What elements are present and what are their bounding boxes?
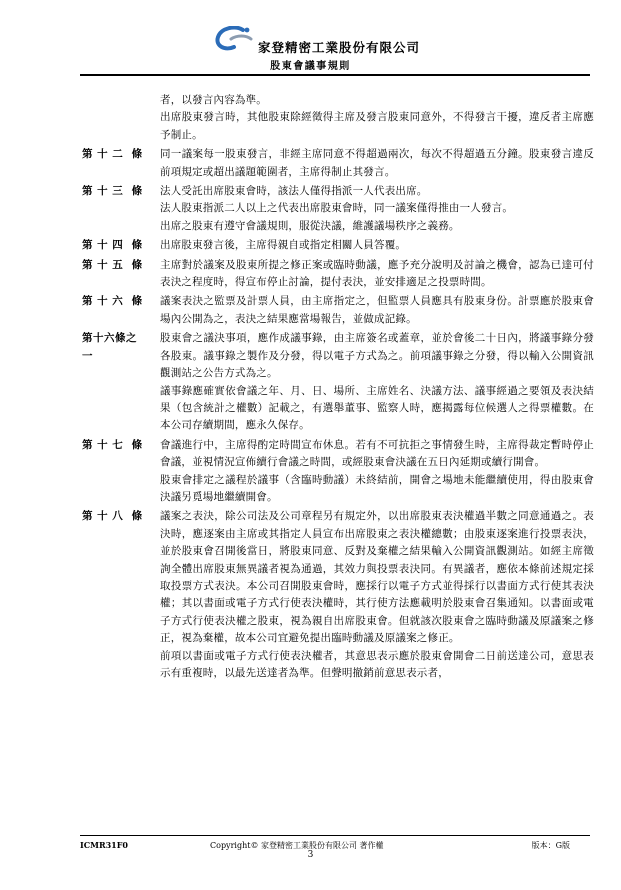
article-label [80, 92, 160, 144]
article-body [160, 237, 594, 254]
document-code: ICMR31F0 [80, 840, 128, 850]
article [80, 330, 594, 434]
article [80, 508, 594, 682]
article-paragraph: 股東會之議決事項，應作成議事錄，由主席簽名或蓋章，並於會後二十日內，將議事錄分發各股東。議事錄之製作及分發，得以電子方式為之。前項議事錄之分發，得以輸入公開資訊觀測站之公告方式為之。 [160, 332, 594, 380]
article-body [160, 257, 594, 292]
article-body [160, 183, 594, 235]
company-name: 家登精密工業股份有限公司 [258, 40, 421, 55]
article-paragraph: 法人股東指派二人以上之代表出席股東會時，同一議案僅得推由一人發言。 [160, 202, 514, 215]
article-paragraph: 股東會排定之議程於議事（含臨時動議）未終結前，開會之場地未能繼續使用，得由股東會決議另覓場地繼續開會。 [160, 473, 594, 503]
article [80, 237, 594, 254]
article-label: 第 十 三 條 [82, 185, 143, 198]
article-paragraph: 議案之表決，除公司法及公司章程另有規定外，以出席股東表決權過半數之同意通過之。表決時，應逐案由主席或其指定人員宣布出席股東之表決權總數；由股東逐案進行投票表決，並於股東會召開後當日，將股東同意、反對及棄權之結果輸入公開資訊觀測站。如經主席徵詢全體出席股東無異議者視為通過，其效力與投票表決同。有異議者，應依本條前述規定採取投票方式表決。本公司召開股東會時，應採行以電子方式並得採行以書面方式行使其表決權；其以書面或電子方式行使表決權時，其行使方法應載明於股東會召集通知。以書面或電子方式行使表決權之股東，視為親自出席股東會。但就該次股東會之臨時動議及原議案之修正，視為棄權，故本公司宜避免提出臨時動議及原議案之修正。 [160, 510, 594, 645]
article-label: 第十六條之 一 [82, 332, 137, 362]
document-body [80, 92, 594, 684]
article-body [160, 330, 594, 434]
article-paragraph: 同一議案每一股東發言，非經主席同意不得超過兩次，每次不得超過五分鐘。股東發言違反前項規定或超出議題範圍者，主席得制止其發言。 [160, 148, 594, 178]
page-header [0, 22, 621, 82]
footer-divider [80, 835, 590, 836]
article [80, 257, 594, 292]
version-label: 版本：G版 [531, 841, 570, 850]
article-paragraph: 出席股東發言時，其他股東除經徵得主席及發言股東同意外，不得發言干擾，違反者主席應予制止。 [160, 111, 594, 141]
document-title: 股東會議事規則 [270, 61, 351, 72]
article-label: 第 十 五 條 [82, 258, 143, 271]
article-body [160, 508, 594, 682]
article-paragraph: 議案表決之監票及計票人員，由主席指定之，但監票人員應具有股東身份。計票應於股東會場內公開為之，表決之結果應當場報告，並做成記錄。 [160, 295, 594, 325]
article-paragraph: 會議進行中，主席得酌定時間宣布休息。若有不可抗拒之事情發生時，主席得裁定暫時停止會議，並視情況宣佈續行會議之時間，或經股東會決議在五日內延期或續行開會。 [160, 438, 594, 469]
page-number: 3 [307, 850, 314, 860]
article [80, 146, 594, 181]
header-divider [80, 74, 590, 76]
article-paragraph: 前項以書面或電子方式行使表決權者，其意思表示應於股東會開會二日前送達公司，意思表示有重複時，以最先送達者為準。但聲明撤銷前意思表示者， [160, 649, 594, 679]
article-paragraph: 者，以發言內容為準。 [160, 94, 267, 106]
article-label: 第 十 七 條 [82, 438, 143, 451]
article-label: 第 十 八 條 [82, 510, 143, 523]
article-body [160, 92, 594, 144]
article [80, 183, 594, 235]
article-paragraph: 議事錄應確實依會議之年、月、日、場所、主席姓名、決議方法、議事經過之要領及表決結果（包含統計之權數）記載之，有選舉董事、監察人時，應揭露每位候選人之得票權數。在本公司存續期間，應永久保存。 [160, 384, 594, 432]
article-body [160, 437, 594, 507]
article [80, 293, 594, 328]
article-label: 第 十 六 條 [82, 295, 143, 308]
article-label: 第 十 二 條 [82, 148, 143, 161]
article-paragraph: 法人受託出席股東會時，該法人僅得指派一人代表出席。 [160, 185, 428, 198]
copyright-notice: Copyright© 家登精密工業股份有限公司 著作權 [210, 841, 384, 850]
article [80, 92, 594, 144]
article [80, 437, 594, 507]
article-paragraph: 出席之股東有遵守會議規則，服從決議，維護議場秩序之義務。 [160, 219, 460, 232]
company-logo-icon [213, 26, 253, 52]
article-body [160, 146, 594, 181]
article-paragraph: 主席對於議案及股東所提之修正案或臨時動議，應予充分說明及討論之機會，認為已達可付表決之程度時，得宣布停止討論，提付表決，並安排適足之投票時間。 [160, 258, 594, 289]
article-body [160, 293, 594, 328]
article-paragraph: 出席股東發言後，主席得親自或指定相關人員答覆。 [160, 239, 407, 252]
article-label: 第 十 四 條 [82, 239, 143, 252]
